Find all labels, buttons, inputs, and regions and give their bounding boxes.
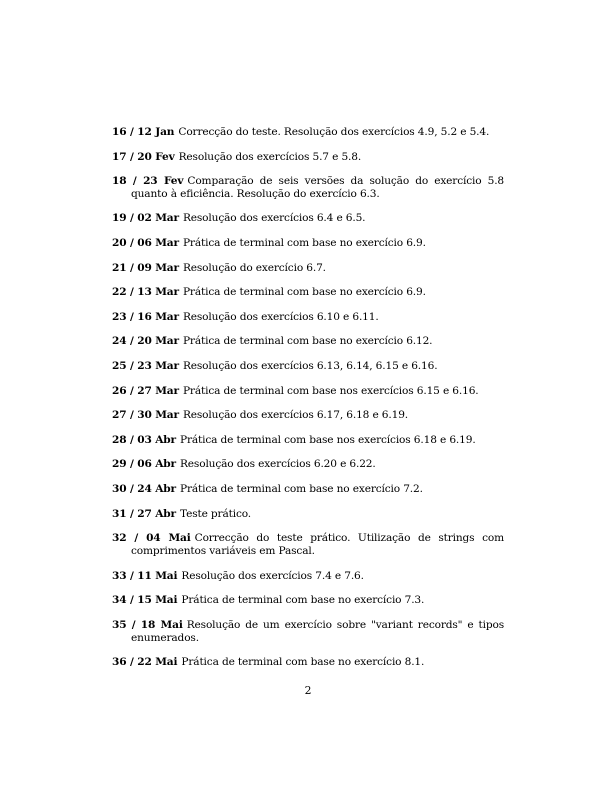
- lesson-description: Resolução dos exercícios 5.7 e 5.8.: [178, 150, 362, 163]
- lesson-entry-36: [112, 656, 504, 669]
- lesson-description: Resolução dos exercícios 6.13, 6.14, 6.15 e 6.16.: [182, 360, 438, 373]
- lesson-entry-24: [112, 335, 504, 348]
- lesson-entry-22: [112, 286, 504, 299]
- lesson-entry-28: [112, 434, 504, 447]
- lesson-description: Resolução do exercício 6.7.: [182, 261, 326, 274]
- lesson-number: 35 / 18 Mai: [112, 618, 183, 631]
- lesson-number: 32 / 04 Mai: [112, 532, 191, 545]
- lesson-description: Resolução de um exercício sobre "variant records" e tipos enumerados.: [131, 618, 504, 644]
- lesson-description: Prática de terminal com base nos exercícios 6.18 e 6.19.: [179, 433, 476, 446]
- lesson-description: Resolução dos exercícios 6.4 e 6.5.: [182, 212, 366, 225]
- lesson-number: 22 / 13 Mar: [112, 286, 179, 299]
- lesson-entry-23: [112, 311, 504, 324]
- lesson-number: 17 / 20 Fev: [112, 150, 175, 163]
- lesson-entry-27: [112, 409, 504, 422]
- lesson-number: 19 / 02 Mar: [112, 212, 179, 225]
- lesson-entry-19: [112, 212, 504, 225]
- lesson-number: 21 / 09 Mar: [112, 261, 179, 274]
- lesson-description: Prática de terminal com base no exercício 7.2.: [179, 483, 423, 496]
- lesson-number: 26 / 27 Mar: [112, 384, 179, 397]
- lesson-description: Correcção do teste prático. Utilização de strings com comprimentos variáveis em Pascal.: [131, 532, 504, 558]
- lesson-description: Resolução dos exercícios 6.10 e 6.11.: [182, 310, 379, 323]
- lesson-number: 29 / 06 Abr: [112, 458, 176, 471]
- lesson-number: 16 / 12 Jan: [112, 126, 175, 138]
- lesson-description: Correcção do teste. Resolução dos exercícios 4.9, 5.2 e 5.4.: [178, 126, 490, 138]
- lesson-entry-25: [112, 360, 504, 373]
- lesson-entry-20: [112, 237, 504, 250]
- lesson-description: Prática de terminal com base no exercício 6.9.: [182, 286, 426, 299]
- lesson-entry-31: [112, 508, 504, 521]
- lesson-number: 28 / 03 Abr: [112, 433, 176, 446]
- page-number: 2: [304, 684, 312, 697]
- lesson-number: 23 / 16 Mar: [112, 310, 179, 323]
- lesson-number: 27 / 30 Mar: [112, 409, 179, 422]
- lesson-entry-17: [112, 151, 504, 164]
- lesson-number: 18 / 23 Fev: [112, 175, 184, 188]
- lesson-entry-35: [112, 619, 504, 645]
- lesson-description: Prática de terminal com base no exercício 6.12.: [182, 335, 433, 348]
- lesson-log-list: [112, 126, 504, 681]
- lesson-number: 25 / 23 Mar: [112, 360, 179, 373]
- lesson-number: 30 / 24 Abr: [112, 483, 176, 496]
- lesson-description: Resolução dos exercícios 6.20 e 6.22.: [179, 458, 376, 471]
- lesson-description: Resolução dos exercícios 6.17, 6.18 e 6.19.: [182, 409, 409, 422]
- lesson-number: 20 / 06 Mar: [112, 237, 179, 250]
- lesson-entry-32: [112, 532, 504, 558]
- lesson-number: 31 / 27 Abr: [112, 507, 176, 520]
- lesson-description: Comparação de seis versões da solução do exercício 5.8 quanto à eficiência. Resolução do exercício 6.3.: [131, 175, 504, 201]
- lesson-number: 36 / 22 Mai: [112, 655, 178, 668]
- lesson-description: Prática de terminal com base no exercício 6.9.: [182, 237, 426, 250]
- lesson-entry-21: [112, 262, 504, 275]
- lesson-entry-26: [112, 385, 504, 398]
- lesson-description: Resolução dos exercícios 7.4 e 7.6.: [181, 569, 364, 582]
- lesson-entry-30: [112, 483, 504, 496]
- lesson-description: Prática de terminal com base no exercício 7.3.: [181, 594, 425, 607]
- lesson-number: 24 / 20 Mar: [112, 335, 179, 348]
- lesson-description: Prática de terminal com base nos exercícios 6.15 e 6.16.: [182, 384, 479, 397]
- lesson-entry-33: [112, 570, 504, 583]
- lesson-entry-34: [112, 594, 504, 607]
- lesson-entry-29: [112, 458, 504, 471]
- lesson-description: Teste prático.: [179, 507, 252, 520]
- lesson-entry-18: [112, 175, 504, 201]
- lesson-entry-16: [112, 126, 504, 139]
- lesson-description: Prática de terminal com base no exercício 8.1.: [181, 655, 425, 668]
- lesson-number: 33 / 11 Mai: [112, 569, 178, 582]
- lesson-number: 34 / 15 Mai: [112, 594, 178, 607]
